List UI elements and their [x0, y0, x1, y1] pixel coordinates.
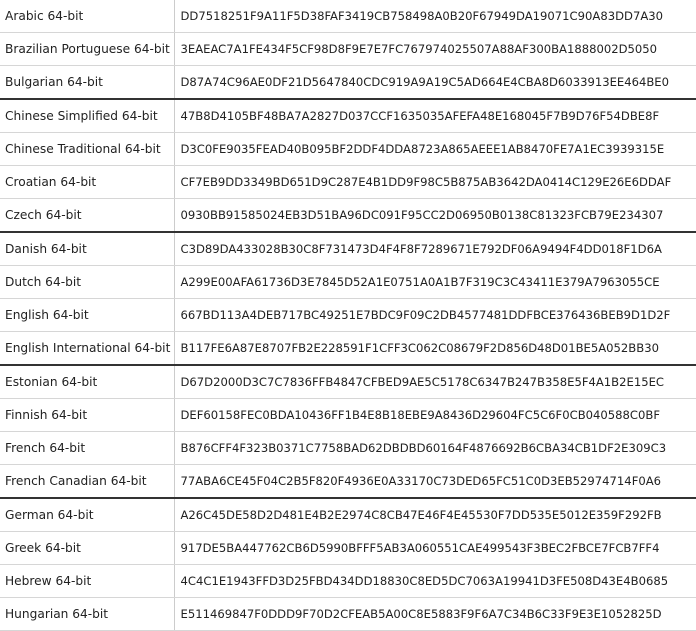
- hash-cell: C3D89DA433028B30C8F731473D4F4F8F7289671E792DF06A9494F4DD018F1D6A: [174, 232, 696, 266]
- hash-cell: 47B8D4105BF48BA7A2827D037CCF1635035AFEFA48E168045F7B9D76F54DBE8F: [174, 99, 696, 133]
- language-cell: French 64-bit: [0, 432, 174, 465]
- hash-cell: 3EAEAC7A1FE434F5CF98D8F9E7E7FC767974025507A88AF300BA1888002D5050: [174, 33, 696, 66]
- language-cell: Finnish 64-bit: [0, 399, 174, 432]
- table-row: [0, 299, 696, 332]
- hash-cell: 4C4C1E1943FFD3D25FBD434DD18830C8ED5DC7063A19941D3FE508D43E4B0685: [174, 565, 696, 598]
- hash-cell: 0930BB91585024EB3D51BA96DC091F95CC2D06950B0138C81323FCB79E234307: [174, 199, 696, 233]
- table-row: [0, 0, 696, 33]
- table-row: [0, 565, 696, 598]
- table-row: [0, 166, 696, 199]
- hash-cell: E511469847F0DDD9F70D2CFEAB5A00C8E5883F9F6A7C34B6C33F9E3E1052825D: [174, 598, 696, 631]
- language-cell: Croatian 64-bit: [0, 166, 174, 199]
- table-row: [0, 33, 696, 66]
- language-cell: French Canadian 64-bit: [0, 465, 174, 499]
- table-row: [0, 266, 696, 299]
- table-row: [0, 332, 696, 366]
- hash-cell: DD7518251F9A11F5D38FAF3419CB758498A0B20F67949DA19071C90A83DD7A30: [174, 0, 696, 33]
- table-row: [0, 598, 696, 631]
- hash-cell: D87A74C96AE0DF21D5647840CDC919A9A19C5AD664E4CBA8D6033913EE464BE0: [174, 66, 696, 100]
- table-row: [0, 399, 696, 432]
- table-row: [0, 498, 696, 532]
- language-cell: Arabic 64-bit: [0, 0, 174, 33]
- table-row: [0, 133, 696, 166]
- language-cell: Brazilian Portuguese 64-bit: [0, 33, 174, 66]
- hash-cell: D67D2000D3C7C7836FFB4847CFBED9AE5C5178C6347B247B358E5F4A1B2E15EC: [174, 365, 696, 399]
- table-row: [0, 365, 696, 399]
- hash-cell: A26C45DE58D2D481E4B2E2974C8CB47E46F4E45530F7DD535E5012E359F292FB: [174, 498, 696, 532]
- language-cell: English International 64-bit: [0, 332, 174, 366]
- language-cell: Danish 64-bit: [0, 232, 174, 266]
- language-cell: Greek 64-bit: [0, 532, 174, 565]
- table-row: [0, 99, 696, 133]
- hash-cell: DEF60158FEC0BDA10436FF1B4E8B18EBE9A8436D29604FC5C6F0CB040588C0BF: [174, 399, 696, 432]
- language-cell: Bulgarian 64-bit: [0, 66, 174, 100]
- language-cell: Estonian 64-bit: [0, 365, 174, 399]
- hash-cell: 77ABA6CE45F04C2B5F820F4936E0A33170C73DED65FC51C0D3EB52974714F0A6: [174, 465, 696, 499]
- table-row: [0, 232, 696, 266]
- hash-cell: CF7EB9DD3349BD651D9C287E4B1DD9F98C5B875AB3642DA0414C129E26E6DDAF: [174, 166, 696, 199]
- table-row: [0, 199, 696, 233]
- language-cell: German 64-bit: [0, 498, 174, 532]
- table-row: [0, 432, 696, 465]
- table-row: [0, 465, 696, 499]
- hash-cell: B876CFF4F323B0371C7758BAD62DBDBD60164F4876692B6CBA34CB1DF2E309C3: [174, 432, 696, 465]
- hash-cell: 917DE5BA447762CB6D5990BFFF5AB3A060551CAE499543F3BEC2FBCE7FCB7FF4: [174, 532, 696, 565]
- language-cell: English 64-bit: [0, 299, 174, 332]
- table-row: [0, 66, 696, 100]
- language-cell: Chinese Traditional 64-bit: [0, 133, 174, 166]
- hash-cell: B117FE6A87E8707FB2E228591F1CFF3C062C08679F2D856D48D01BE5A052BB30: [174, 332, 696, 366]
- hash-cell: D3C0FE9035FEAD40B095BF2DDF4DDA8723A865AEEE1AB8470FE7A1EC3939315E: [174, 133, 696, 166]
- language-cell: Hungarian 64-bit: [0, 598, 174, 631]
- language-cell: Dutch 64-bit: [0, 266, 174, 299]
- hash-cell: 667BD113A4DEB717BC49251E7BDC9F09C2DB4577481DDFBCE376436BEB9D1D2F: [174, 299, 696, 332]
- language-cell: Hebrew 64-bit: [0, 565, 174, 598]
- table-row: [0, 532, 696, 565]
- language-cell: Chinese Simplified 64-bit: [0, 99, 174, 133]
- hash-cell: A299E00AFA61736D3E7845D52A1E0751A0A1B7F319C3C43411E379A7963055CE: [174, 266, 696, 299]
- language-cell: Czech 64-bit: [0, 199, 174, 233]
